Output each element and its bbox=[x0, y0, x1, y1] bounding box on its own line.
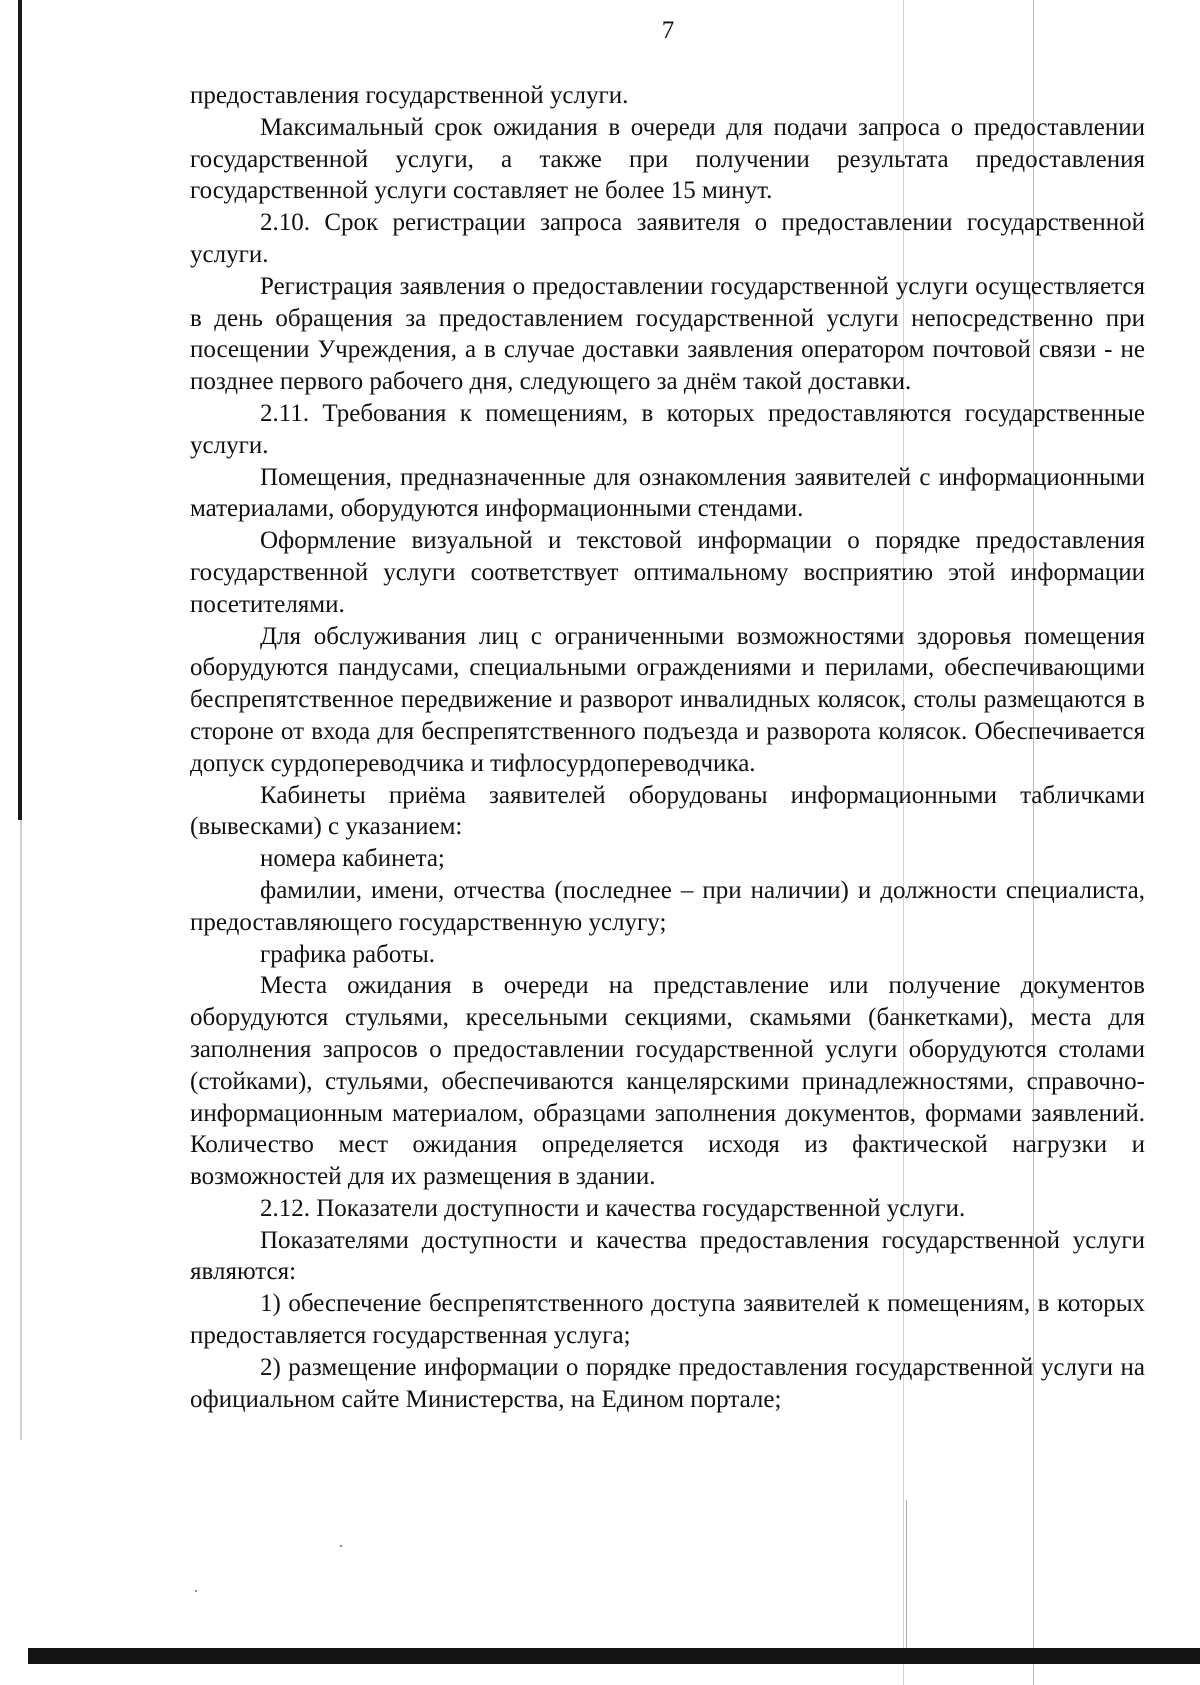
scan-bottom-bar bbox=[28, 1648, 1200, 1664]
document-body bbox=[190, 80, 1145, 1415]
paragraph: Регистрация заявления о предоставлении государственной услуги осуществляется в день обращения за предоставлением государственной услуги непосредственно при посещении Учреждения, а в случае доставки заявления оператором почтовой связи - не позднее первого рабочего дня, следующего за днём такой доставки. bbox=[190, 272, 1145, 396]
section-heading: 2.11. Требования к помещениям, в которых предоставляются государственные услуги. bbox=[190, 399, 1145, 459]
paragraph: предоставления государственной услуги. bbox=[190, 82, 629, 109]
scan-left-border bbox=[18, 0, 22, 820]
paragraph: Места ожидания в очереди на представление или получение документов оборудуются стульями, кресельными секциями, скамьями (банкетками), места для заполнения запросов о предоставлении государственной услуги оборудуются столами (стойками), стульями, обеспечиваются канцелярскими принадлежностями, справочно-информационным материалом, образцами заполнения документов, формами заявлений. Количество мест ожидания определяется исходя из фактической нагрузки и возможностей для их размещения в здании. bbox=[190, 972, 1145, 1191]
scan-left-border-faint bbox=[20, 820, 22, 1440]
paragraph: Показателями доступности и качества предоставления государственной услуги являются: bbox=[190, 1226, 1145, 1286]
scan-fold-line bbox=[906, 1500, 907, 1660]
scan-speck bbox=[340, 1545, 342, 1547]
section-heading: 2.10. Срок регистрации запроса заявителя о предоставлении государственной услуги. bbox=[190, 209, 1145, 268]
list-item: номера кабинета; bbox=[260, 845, 445, 873]
paragraph: Для обслуживания лиц с ограниченными возможностями здоровья помещения оборудуются пандусами, специальными ограждениями и перилами, обеспечивающими беспрепятственное передвижение и разворот инвалидных колясок, столы размещаются в стороне от входа для беспрепятственного подъезда и разворота колясок. Обеспечивается допуск сурдопереводчика и тифлосурдопереводчика. bbox=[190, 622, 1145, 777]
list-item: графика работы. bbox=[260, 940, 435, 968]
page-number: 7 bbox=[661, 17, 675, 44]
scan-speck bbox=[195, 1590, 197, 1592]
paragraph: Помещения, предназначенные для ознакомления заявителей с информационными материалами, оборудуются информационными стендами. bbox=[190, 463, 1145, 523]
list-item: 1) обеспечение беспрепятственного доступа заявителей к помещениям, в которых предоставляется государственная услуга; bbox=[190, 1290, 1145, 1350]
section-heading: 2.12. Показатели доступности и качества государственной услуги. bbox=[260, 1194, 966, 1222]
paragraph: Кабинеты приёма заявителей оборудованы информационными табличками (вывесками) с указанием: bbox=[190, 781, 1145, 841]
paragraph: Максимальный срок ожидания в очереди для подачи запроса о предоставлении государственной услуги, а также при получении результата предоставления государственной услуги составляет не более 15 минут. bbox=[190, 113, 1145, 205]
list-item: 2) размещение информации о порядке предоставления государственной услуги на официальном сайте Министерства, на Едином портале; bbox=[190, 1353, 1145, 1413]
paragraph: Оформление визуальной и текстовой информации о порядке предоставления государственной услуги соответствует оптимальному восприятию этой информации посетителями. bbox=[190, 527, 1145, 618]
list-item: фамилии, имени, отчества (последнее – при наличии) и должности специалиста, предоставляющего государственную услугу; bbox=[190, 876, 1145, 936]
